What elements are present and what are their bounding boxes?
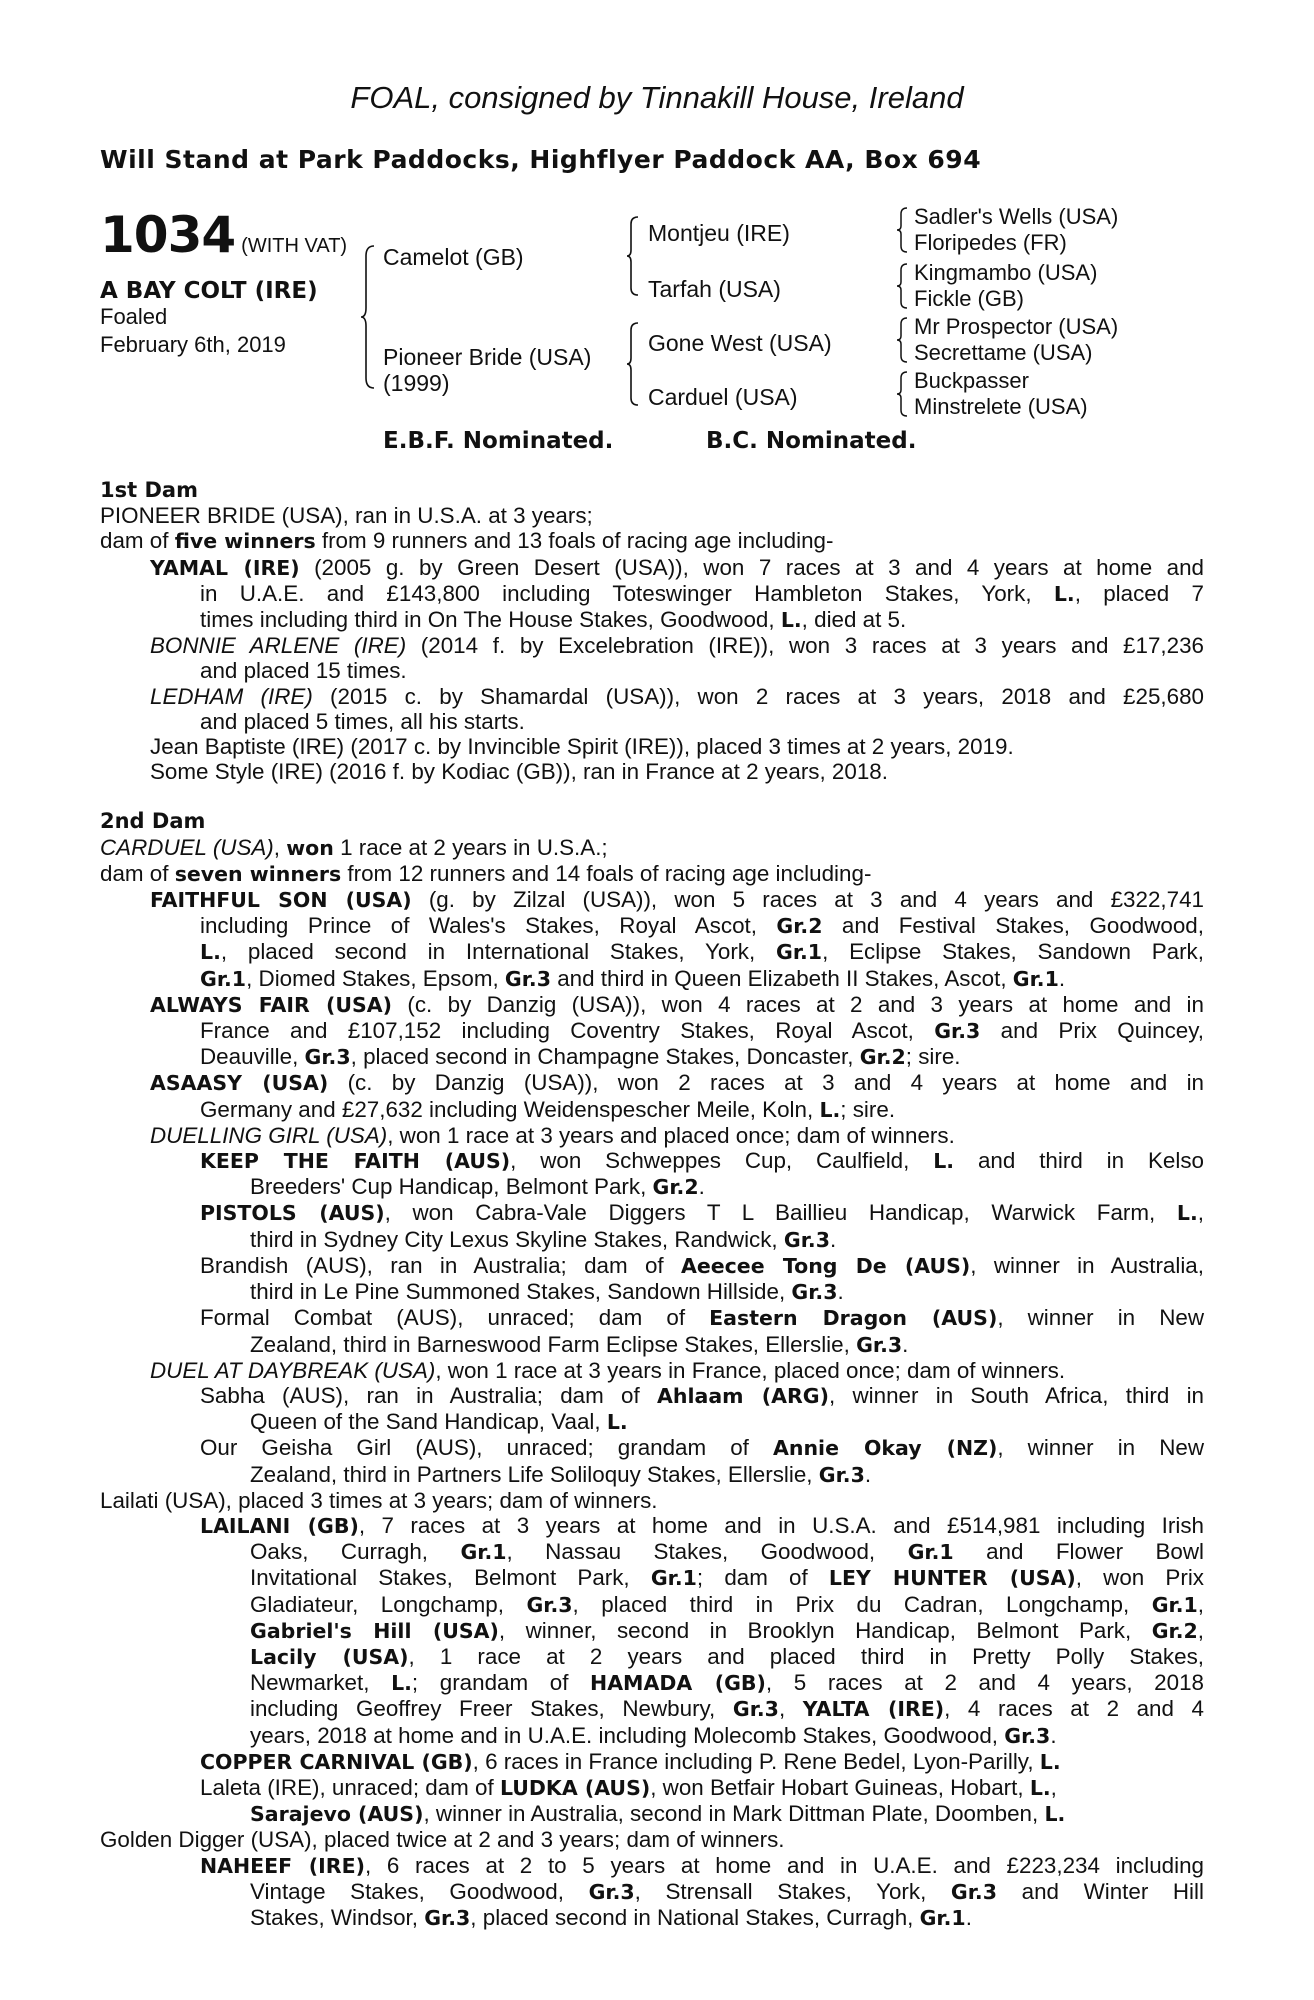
record-line bbox=[100, 1148, 1204, 1174]
text-segment: , 7 races at 3 years at home and in U.S.A. and £514,981 including Irish bbox=[358, 1512, 1204, 1538]
text-segment: (c. by Danzig (USA)), won 2 races at 3 and 4 years at home and in bbox=[328, 1070, 1204, 1096]
bold-text: YALTA (IRE) bbox=[802, 1697, 945, 1722]
record-line bbox=[100, 835, 1204, 861]
text-segment: Oaks, Curragh, bbox=[250, 1539, 461, 1565]
record-line bbox=[100, 1332, 1204, 1358]
text-segment: France and £107,152 including Coventry Stakes, Royal Ascot, bbox=[200, 1018, 935, 1044]
text-segment: , placed 7 bbox=[1074, 580, 1204, 606]
record-line bbox=[100, 939, 1204, 965]
record-line bbox=[100, 555, 1204, 581]
text-segment: Breeders' Cup Handicap, Belmont Park, bbox=[250, 1174, 653, 1200]
bold-text: Gr.3 bbox=[526, 1592, 573, 1617]
record-line bbox=[100, 1618, 1204, 1644]
bold-text: L. bbox=[1044, 1802, 1066, 1827]
text-segment: , 4 races at 2 and 4 bbox=[944, 1696, 1205, 1722]
pedigree-bracket-sire bbox=[626, 214, 642, 298]
text-segment: , placed second in International Stakes, York, bbox=[220, 939, 776, 965]
record-line bbox=[100, 1279, 1204, 1305]
bold-text: Gr.1 bbox=[919, 1905, 966, 1930]
pedigree-bracket-dam bbox=[626, 320, 642, 408]
foaled-info bbox=[100, 303, 286, 359]
text-segment: ; sire. bbox=[840, 1096, 896, 1122]
bold-text: Gr.1 bbox=[907, 1540, 954, 1565]
text-segment: Formal Combat (AUS), unraced; dam of bbox=[200, 1305, 710, 1331]
bold-text: L. bbox=[1039, 1749, 1061, 1774]
bold-text: Gr.1 bbox=[460, 1540, 507, 1565]
bold-text: five winners bbox=[174, 529, 316, 554]
text-segment: , won Prix bbox=[1075, 1565, 1204, 1591]
text-segment: Zealand, third in Partners Life Soliloquy Stakes, Ellerslie, bbox=[250, 1461, 819, 1487]
text-segment: ; dam of bbox=[696, 1565, 829, 1591]
text-segment: (2005 g. by Green Desert (USA)), won 7 races at 3 and 4 years at home and bbox=[299, 554, 1204, 580]
record-line bbox=[100, 966, 1204, 992]
bold-text: Gr.1 bbox=[650, 1566, 697, 1591]
bold-text: Ahlaam (ARG) bbox=[657, 1383, 829, 1408]
text-segment: in U.A.E. and £143,800 including Toteswinger Hambleton Stakes, York, bbox=[200, 580, 1054, 606]
text-segment: Gladiateur, Longchamp, bbox=[250, 1591, 527, 1617]
text-segment: , 6 races at 2 to 5 years at home and in U.A.E. and £223,234 including bbox=[364, 1852, 1204, 1878]
text-segment: Brandish (AUS), ran in Australia; dam of bbox=[200, 1252, 681, 1278]
text-segment: . bbox=[829, 1226, 837, 1252]
text-segment: Deauville, bbox=[200, 1044, 305, 1070]
gen3-6: Secrettame (USA) bbox=[914, 340, 1093, 365]
bold-text: Eastern Dragon (AUS) bbox=[709, 1306, 998, 1331]
bold-text: LAILANI (GB) bbox=[200, 1513, 359, 1538]
text-segment: , 6 races in France including P. Rene Bedel, Lyon-Parilly, bbox=[472, 1748, 1040, 1774]
bold-text: L. bbox=[606, 1410, 628, 1435]
gen3-5: Mr Prospector (USA) bbox=[914, 314, 1119, 339]
first-dam-record bbox=[100, 503, 1204, 784]
bold-text: Gr.3 bbox=[504, 966, 551, 991]
second-dam-record bbox=[100, 835, 1204, 1932]
text-segment: from 12 runners and 14 foals of racing age including- bbox=[341, 860, 872, 886]
pedigree-bracket-main bbox=[360, 242, 380, 392]
record-line bbox=[100, 1305, 1204, 1331]
text-segment: . bbox=[965, 1904, 972, 1930]
text-segment: , bbox=[1050, 1774, 1057, 1800]
text-segment: , 1 race at 2 years and placed third in Pretty Polly Stakes, bbox=[408, 1643, 1204, 1669]
text-segment: , won 1 race at 3 years in France, placed once; dam of winners. bbox=[435, 1357, 1066, 1383]
lot-number: 1034 bbox=[100, 206, 236, 264]
record-line bbox=[100, 1827, 1204, 1852]
record-line bbox=[100, 1696, 1204, 1722]
record-line bbox=[100, 1174, 1204, 1200]
text-segment: , bbox=[273, 834, 287, 860]
text-segment: third in Sydney City Lexus Skyline Stakes, Randwick, bbox=[250, 1226, 784, 1252]
text-segment: . bbox=[1058, 965, 1066, 991]
text-segment: dam of bbox=[100, 528, 175, 554]
record-line bbox=[100, 658, 1204, 683]
record-line bbox=[100, 1123, 1204, 1148]
pedigree-bracket-g3-2 bbox=[896, 262, 910, 310]
bold-text: Gr.1 bbox=[1012, 966, 1059, 991]
record-line bbox=[100, 581, 1204, 607]
gen3-7: Buckpasser bbox=[914, 368, 1029, 393]
record-line bbox=[100, 759, 1204, 784]
text-segment: and placed 15 times. bbox=[200, 658, 407, 684]
bold-text: Gr.3 bbox=[424, 1905, 471, 1930]
text-segment: , Strensall Stakes, York, bbox=[634, 1878, 951, 1904]
bold-text: Gr.3 bbox=[818, 1462, 865, 1487]
record-line bbox=[100, 1723, 1204, 1749]
record-line bbox=[100, 1200, 1204, 1226]
lot-name: A BAY COLT (IRE) bbox=[100, 278, 318, 304]
foaled-label: Foaled bbox=[100, 304, 168, 329]
foaled-date: February 6th, 2019 bbox=[100, 332, 286, 357]
italic-text: CARDUEL (USA) bbox=[100, 834, 274, 860]
bold-text: L. bbox=[200, 940, 221, 965]
bold-text: Gr.2 bbox=[859, 1045, 906, 1070]
record-line bbox=[100, 1539, 1204, 1565]
text-segment: Golden Digger (USA), placed twice at 2 and 3 years; dam of winners. bbox=[100, 1827, 785, 1853]
consignor-line: FOAL, consigned by Tinnakill House, Ireland bbox=[350, 80, 964, 115]
text-segment: Our Geisha Girl (AUS), unraced; grandam of bbox=[200, 1435, 773, 1461]
bold-text: Gabriel's Hill (USA) bbox=[250, 1618, 499, 1643]
text-segment: ; sire. bbox=[905, 1044, 961, 1070]
second-dam-heading: 2nd Dam bbox=[100, 809, 206, 834]
text-segment: and Flower Bowl bbox=[953, 1539, 1204, 1565]
text-segment: Vintage Stakes, Goodwood, bbox=[250, 1878, 589, 1904]
record-line bbox=[100, 528, 1204, 554]
lot-number-block bbox=[100, 206, 347, 264]
text-segment: Jean Baptiste (IRE) (2017 c. by Invincible Spirit (IRE)), placed 3 times at 2 years, 2019. bbox=[150, 734, 1014, 760]
text-segment: PIONEER BRIDE (USA), ran in U.S.A. at 3 years; bbox=[100, 503, 593, 529]
text-segment: Lailati (USA), placed 3 times at 3 years; dam of winners. bbox=[100, 1487, 658, 1513]
bold-text: Gr.3 bbox=[856, 1332, 903, 1357]
bold-text: Sarajevo (AUS) bbox=[250, 1802, 424, 1827]
text-segment: , bbox=[1197, 1617, 1204, 1643]
text-segment: , winner in Australia, second in Mark Dittman Plate, Doomben, bbox=[423, 1801, 1045, 1827]
record-line bbox=[100, 1801, 1204, 1827]
record-line bbox=[100, 1670, 1204, 1696]
text-segment: . bbox=[698, 1174, 705, 1200]
dam-sire: Gone West (USA) bbox=[648, 330, 832, 356]
pedigree-bracket-g3-1 bbox=[896, 206, 910, 254]
dam-year: (1999) bbox=[383, 370, 450, 396]
bold-text: LEY HUNTER (USA) bbox=[828, 1566, 1076, 1591]
text-segment: Laleta (IRE), unraced; dam of bbox=[200, 1774, 500, 1800]
record-line bbox=[100, 1227, 1204, 1253]
text-segment: (2015 c. by Shamardal (USA)), won 2 races at 3 years, 2018 and £25,680 bbox=[312, 683, 1204, 709]
bold-text: Gr.2 bbox=[652, 1175, 699, 1200]
italic-text: BONNIE ARLENE (IRE) bbox=[150, 633, 407, 659]
bold-text: Annie Okay (NZ) bbox=[773, 1436, 998, 1461]
text-segment: , winner, second in Brooklyn Handicap, Belmont Park, bbox=[498, 1617, 1152, 1643]
text-segment: including Geoffrey Freer Stakes, Newbury, bbox=[250, 1696, 733, 1722]
bold-text: LUDKA (AUS) bbox=[499, 1775, 651, 1800]
record-line bbox=[100, 861, 1204, 887]
record-line bbox=[100, 1488, 1204, 1513]
record-line bbox=[100, 684, 1204, 709]
text-segment: Sabha (AUS), ran in Australia; dam of bbox=[200, 1382, 658, 1408]
text-segment: Germany and £27,632 including Weidenspescher Meile, Koln, bbox=[200, 1096, 820, 1122]
text-segment: from 9 runners and 13 foals of racing age including- bbox=[315, 528, 834, 554]
dam: Pioneer Bride (USA) bbox=[383, 344, 592, 370]
bold-text: YAMAL (IRE) bbox=[150, 555, 300, 580]
text-segment: and Prix Quincey, bbox=[980, 1018, 1205, 1044]
bold-text: L. bbox=[819, 1097, 841, 1122]
bold-text: Gr.2 bbox=[1151, 1618, 1198, 1643]
vat-note: (WITH VAT) bbox=[241, 235, 348, 257]
text-segment: (2014 f. by Excelebration (IRE)), won 3 races at 3 years and £17,236 bbox=[406, 633, 1204, 659]
text-segment: third in Le Pine Summoned Stakes, Sandown Hillside, bbox=[250, 1279, 792, 1305]
text-segment: Invitational Stakes, Belmont Park, bbox=[250, 1565, 651, 1591]
text-segment: , 5 races at 2 and 4 years, 2018 bbox=[765, 1670, 1204, 1696]
text-segment: (g. by Zilzal (USA)), won 5 races at 3 and 4 years and £322,741 bbox=[411, 887, 1204, 913]
produce-record bbox=[100, 478, 1204, 1931]
record-line bbox=[100, 1358, 1204, 1383]
text-segment: (c. by Danzig (USA)), won 4 races at 2 and 3 years at home and in bbox=[392, 991, 1204, 1017]
text-segment: dam of bbox=[100, 860, 175, 886]
first-dam-heading: 1st Dam bbox=[100, 478, 198, 502]
bold-text: Gr.3 bbox=[304, 1045, 351, 1070]
bold-text: Lacily (USA) bbox=[250, 1644, 409, 1669]
text-segment: and Winter Hill bbox=[997, 1878, 1204, 1904]
bold-text: L. bbox=[1176, 1201, 1198, 1226]
record-line bbox=[100, 633, 1204, 658]
record-line bbox=[100, 1592, 1204, 1618]
record-line bbox=[100, 1565, 1204, 1591]
text-segment: , winner in New bbox=[997, 1435, 1204, 1461]
text-segment: , winner in South Africa, third in bbox=[828, 1382, 1204, 1408]
text-segment: years, 2018 at home and in U.A.E. including Molecomb Stakes, Goodwood, bbox=[250, 1722, 1005, 1748]
bold-text: FAITHFUL SON (USA) bbox=[150, 888, 412, 913]
bold-text: won bbox=[286, 835, 334, 860]
record-line bbox=[100, 992, 1204, 1018]
bold-text: KEEP THE FAITH (AUS) bbox=[200, 1149, 511, 1174]
stand-location: Will Stand at Park Paddocks, Highflyer Paddock AA, Box 694 bbox=[100, 145, 982, 174]
record-line bbox=[100, 1383, 1204, 1409]
record-line bbox=[100, 1070, 1204, 1096]
text-segment: Stakes, Windsor, bbox=[250, 1904, 425, 1930]
gen3-8: Minstrelete (USA) bbox=[914, 394, 1088, 419]
text-segment: Zealand, third in Barneswood Farm Eclipse Stakes, Ellerslie, bbox=[250, 1331, 857, 1357]
bold-text: HAMADA (GB) bbox=[590, 1671, 766, 1696]
bold-text: Gr.1 bbox=[200, 966, 247, 991]
bold-text: L. bbox=[1029, 1775, 1051, 1800]
gen3-2: Floripedes (FR) bbox=[914, 230, 1067, 255]
record-line bbox=[100, 503, 1204, 528]
text-segment: , placed second in Champagne Stakes, Doncaster, bbox=[350, 1044, 860, 1070]
text-segment: Some Style (IRE) (2016 f. by Kodiac (GB)), ran in France at 2 years, 2018. bbox=[150, 759, 888, 785]
record-line bbox=[100, 1097, 1204, 1123]
italic-text: LEDHAM (IRE) bbox=[150, 683, 313, 709]
text-segment: Queen of the Sand Handicap, Vaal, bbox=[250, 1409, 607, 1435]
text-segment: times including third in On The House Stakes, Goodwood, bbox=[200, 607, 781, 633]
bold-text: Gr.3 bbox=[934, 1019, 981, 1044]
record-line bbox=[100, 1513, 1204, 1539]
pedigree-bracket-g3-3 bbox=[896, 316, 910, 364]
bold-text: Gr.2 bbox=[776, 914, 823, 939]
text-segment: , won Schweppes Cup, Caulfield, bbox=[510, 1148, 934, 1174]
gen3-1: Sadler's Wells (USA) bbox=[914, 204, 1119, 229]
bold-text: Gr.1 bbox=[776, 940, 823, 965]
text-segment: , Nassau Stakes, Goodwood, bbox=[506, 1539, 908, 1565]
text-segment: , Eclipse Stakes, Sandown Park, bbox=[822, 939, 1204, 965]
text-segment: , winner in New bbox=[997, 1305, 1205, 1331]
record-line bbox=[100, 887, 1204, 913]
bold-text: L. bbox=[933, 1149, 955, 1174]
italic-text: DUELLING GIRL (USA) bbox=[150, 1122, 388, 1148]
record-line bbox=[100, 1253, 1204, 1279]
text-segment: including Prince of Wales's Stakes, Royal Ascot, bbox=[200, 913, 777, 939]
record-line bbox=[100, 1775, 1204, 1801]
bold-text: Gr.3 bbox=[1004, 1723, 1051, 1748]
bold-text: L. bbox=[1053, 581, 1075, 606]
gen3-3: Kingmambo (USA) bbox=[914, 260, 1098, 285]
text-segment: , died at 5. bbox=[801, 607, 907, 633]
pedigree-bracket-g3-4 bbox=[896, 370, 910, 418]
text-segment: and placed 5 times, all his starts. bbox=[200, 708, 525, 734]
text-segment: , won 1 race at 3 years and placed once; dam of winners. bbox=[387, 1122, 955, 1148]
bold-text: seven winners bbox=[174, 861, 342, 886]
record-line bbox=[100, 913, 1204, 939]
italic-text: DUEL AT DAYBREAK (USA) bbox=[150, 1357, 436, 1383]
record-line bbox=[100, 1435, 1204, 1461]
text-segment: . bbox=[837, 1279, 844, 1305]
record-line bbox=[100, 1749, 1204, 1775]
text-segment: , Diomed Stakes, Epsom, bbox=[246, 965, 505, 991]
bold-text: Gr.3 bbox=[732, 1697, 779, 1722]
record-line bbox=[100, 607, 1204, 633]
ebf-nominated: E.B.F. Nominated. bbox=[383, 428, 614, 454]
text-segment: Newmarket, bbox=[250, 1670, 392, 1696]
sire-dam: Tarfah (USA) bbox=[648, 276, 781, 302]
text-segment: 1 race at 2 years in U.S.A.; bbox=[333, 834, 608, 860]
text-segment: . bbox=[902, 1331, 909, 1357]
text-segment: , won Betfair Hobart Guineas, Hobart, bbox=[650, 1774, 1030, 1800]
text-segment: , placed third in Prix du Cadran, Longchamp, bbox=[572, 1591, 1152, 1617]
text-segment: and third in Kelso bbox=[954, 1148, 1204, 1174]
dam-dam: Carduel (USA) bbox=[648, 384, 798, 410]
bold-text: Aeecee Tong De (AUS) bbox=[680, 1253, 971, 1278]
text-segment: , bbox=[1197, 1591, 1205, 1617]
bold-text: ALWAYS FAIR (USA) bbox=[150, 992, 393, 1017]
bold-text: NAHEEF (IRE) bbox=[200, 1853, 365, 1878]
record-line bbox=[100, 1853, 1204, 1879]
record-line bbox=[100, 1879, 1204, 1905]
bold-text: PISTOLS (AUS) bbox=[200, 1201, 385, 1226]
record-line bbox=[100, 1644, 1204, 1670]
record-line bbox=[100, 1044, 1204, 1070]
record-line bbox=[100, 1905, 1204, 1931]
text-segment: . bbox=[1050, 1722, 1057, 1748]
bold-text: Gr.1 bbox=[1151, 1592, 1198, 1617]
sire: Camelot (GB) bbox=[383, 244, 524, 270]
record-line bbox=[100, 734, 1204, 759]
text-segment: . bbox=[864, 1461, 872, 1487]
record-line bbox=[100, 1409, 1204, 1435]
bold-text: Gr.3 bbox=[783, 1227, 830, 1252]
bold-text: Gr.3 bbox=[791, 1280, 838, 1305]
bold-text: L. bbox=[391, 1671, 412, 1696]
bold-text: Gr.3 bbox=[588, 1879, 635, 1904]
sire-sire: Montjeu (IRE) bbox=[648, 220, 790, 246]
text-segment: , bbox=[1197, 1200, 1204, 1226]
text-segment: , placed second in National Stakes, Curragh, bbox=[470, 1904, 920, 1930]
text-segment: , bbox=[778, 1696, 803, 1722]
text-segment: , won Cabra-Vale Diggers T L Baillieu Handicap, Warwick Farm, bbox=[384, 1200, 1177, 1226]
bold-text: ASAASY (USA) bbox=[150, 1071, 329, 1096]
bold-text: Gr.3 bbox=[950, 1879, 997, 1904]
text-segment: , winner in Australia, bbox=[970, 1252, 1204, 1278]
text-segment: and third in Queen Elizabeth II Stakes, Ascot, bbox=[551, 965, 1013, 991]
record-line bbox=[100, 1462, 1204, 1488]
text-segment: ; grandam of bbox=[411, 1670, 591, 1696]
bold-text: L. bbox=[780, 608, 802, 633]
record-line bbox=[100, 1018, 1204, 1044]
record-line bbox=[100, 709, 1204, 734]
text-segment: and Festival Stakes, Goodwood, bbox=[822, 913, 1204, 939]
bold-text: COPPER CARNIVAL (GB) bbox=[200, 1749, 473, 1774]
bc-nominated: B.C. Nominated. bbox=[706, 428, 917, 454]
gen3-4: Fickle (GB) bbox=[914, 286, 1024, 311]
